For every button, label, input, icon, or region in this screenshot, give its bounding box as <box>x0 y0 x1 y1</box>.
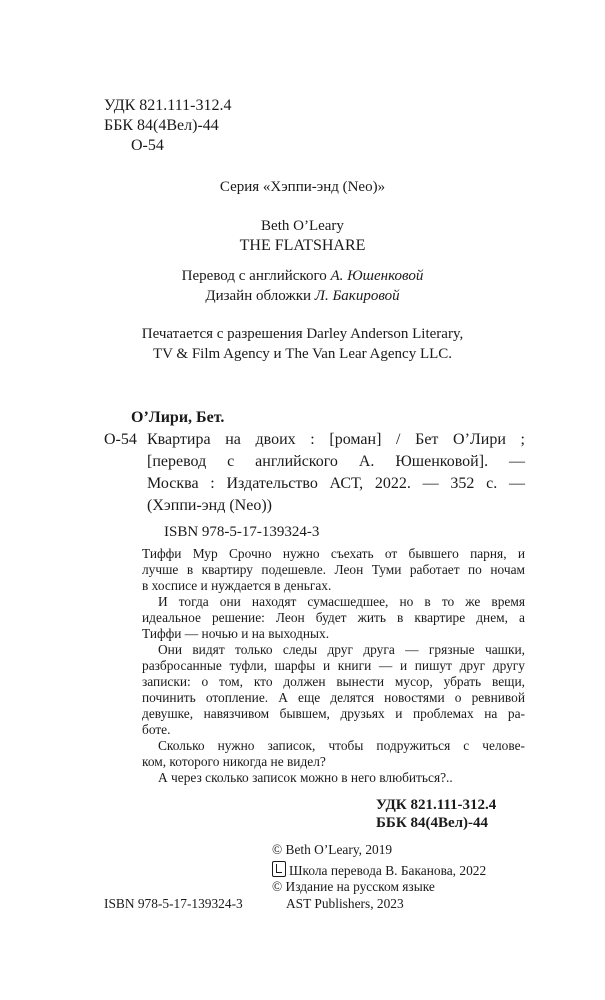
annotation-line: Сколько нужно записок, чтобы подружиться с челове- <box>158 738 525 753</box>
annotation-line: девушке, навязчивом бывшем, друзьях и проблемах на ра- <box>142 706 525 721</box>
copyright-line-2 <box>272 861 486 879</box>
cover-prefix: Дизайн обложки <box>205 288 312 304</box>
catalog-author-heading: О’Лири, Бет. <box>131 409 225 426</box>
catalog-description-line: Москва : Издательство АСТ, 2022. — 352 с. — <box>147 475 525 492</box>
catalog-description-line: Квартира на двоих : [роман] / Бет О’Лири ; <box>147 431 525 448</box>
annotation-line: Они видят только следы друг друга — грязные чашки, <box>158 642 525 657</box>
annotation-line: И тогда они находят сумасшедшее, но в то же время <box>158 594 525 609</box>
annotation-line: записки: о том, кто должен вынести мусор, убрать вещи, <box>142 674 525 689</box>
catalog-mark: О-54 <box>104 431 137 448</box>
copyright-line-3: © Издание на русском языке <box>272 879 435 894</box>
annotation-line: идеальное решение: Леон будет жить в квартире днем, а <box>142 610 525 625</box>
copyright-line-1: © Beth O’Leary, 2019 <box>272 842 393 857</box>
series-title: Серия «Хэппи-энд (Neo)» <box>219 179 386 195</box>
catalog-description-line: [перевод с английского А. Юшенковой]. — <box>147 453 525 470</box>
annotation-line: Тиффи — ночью и на выходных. <box>142 626 330 641</box>
annotation-line: Тиффи Мур Срочно нужно съехать от бывшего парня, и <box>142 546 525 561</box>
permission-line-2: TV & Film Agency и The Van Lear Agency LLC. <box>152 346 453 362</box>
annotation-line: в хосписе и нуждается в деньгах. <box>142 578 332 593</box>
udk-code: УДК 821.111-312.4 <box>104 97 232 114</box>
translation-prefix: Перевод с английского <box>181 268 327 284</box>
annotation-line: ком, которого никогда не видел? <box>142 754 326 769</box>
translation-school-logo-icon <box>272 861 286 877</box>
original-title: THE FLATSHARE <box>239 237 366 254</box>
copyright-line-4: AST Publishers, 2023 <box>286 896 404 911</box>
footer-isbn: ISBN 978-5-17-139324-3 <box>104 896 243 911</box>
cover-credit <box>0 286 605 306</box>
permission-line-1: Печатается с разрешения Darley Anderson Literary, <box>141 326 464 342</box>
annotation-line: разбросанные туфли, шарфы и книги — и пишут друг другу <box>142 658 525 673</box>
annotation-line: боте. <box>142 722 171 737</box>
cover-designer-name: Л. Бакировой <box>314 288 400 304</box>
classification-bbk: ББК 84(4Вел)-44 <box>376 815 489 831</box>
original-author: Beth O’Leary <box>261 218 344 234</box>
copyright-line-2-text: Школа перевода В. Баканова, 2022 <box>289 863 487 878</box>
translator-name: А. Юшенковой <box>330 268 424 284</box>
classification-udk: УДК 821.111-312.4 <box>376 797 497 813</box>
bbk-code: ББК 84(4Вел)-44 <box>104 117 219 134</box>
catalog-description-line: (Хэппи-энд (Neo)) <box>147 497 272 514</box>
translation-credit <box>0 266 605 286</box>
author-mark: О-54 <box>131 137 164 154</box>
catalog-isbn: ISBN 978-5-17-139324-3 <box>164 524 320 540</box>
annotation-line: починить отопление. А еще делятся новостями о ревнивой <box>142 690 525 705</box>
annotation-line: А через сколько записок можно в него влюбиться?.. <box>158 770 453 785</box>
annotation-line: лучше в квартиру подешевле. Леон Туми работает по ночам <box>142 562 525 577</box>
